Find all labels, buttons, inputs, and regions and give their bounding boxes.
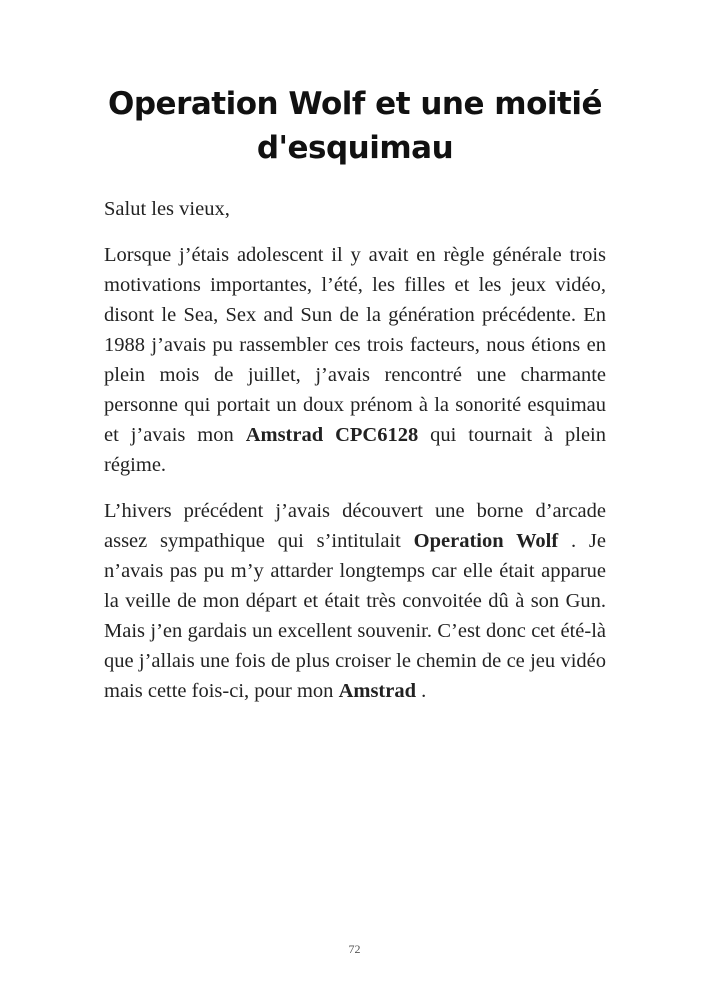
page-title: Operation Wolf et une moitié d'esquimau <box>108 86 602 166</box>
paragraph-2-text-middle: . Je n’avais pas pu m’y attarder longtemps car elle était apparue la veille de mon départ et était très convoitée dû à son Gun. Mais j’en gardais un excellent souvenir. C’est donc cet été-là que j’allais une fois de plus croiser le chemin de ce jeu vidéo mais cette fois-ci, pour mon <box>104 530 607 702</box>
paragraph-2 <box>104 496 606 706</box>
paragraph-2-bold-game: Operation Wolf <box>413 530 559 552</box>
paragraph-2-text-end: . <box>416 680 427 702</box>
body-text <box>104 194 606 722</box>
paragraph-2-bold-computer: Amstrad <box>338 680 416 702</box>
paragraph-1 <box>104 240 606 480</box>
paragraph-1-text-start: Lorsque j’étais adolescent il y avait en règle générale trois motivations importantes, l’été, les filles et les jeux vidéo, disont le Sea, Sex and Sun de la génération précédente. En 1988 j’avais pu rassembler ces trois facteurs, nous étions en plein mois de juillet, j’avais rencontré une charmante personne qui portait un doux prénom à la sonorité esquimau et j’avais mon <box>104 244 606 446</box>
paragraph-1-text-end: qui tournait à plein régime. <box>104 424 607 476</box>
paragraph-2-text-start: L’hivers précédent j’avais découvert une borne d’arcade assez sympathique qui s’intitulait <box>104 500 606 552</box>
paragraph-1-bold-computer: Amstrad CPC6128 <box>245 424 419 446</box>
page-number: 72 <box>348 942 361 956</box>
greeting-line: Salut les vieux, <box>104 198 230 220</box>
